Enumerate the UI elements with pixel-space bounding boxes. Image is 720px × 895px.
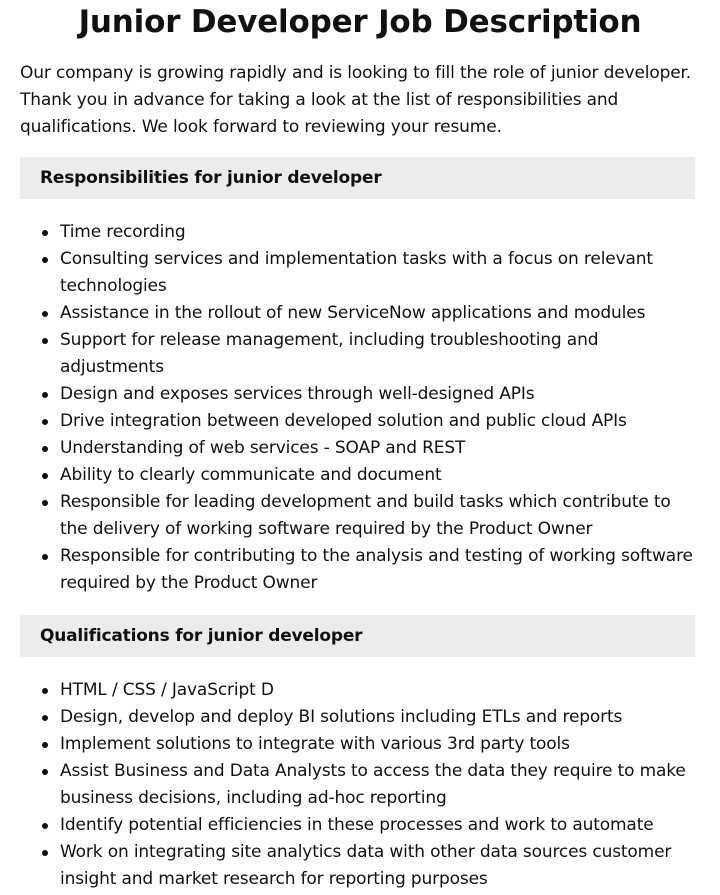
list-item: Ability to clearly communicate and document [60,462,695,489]
list-item: Time recording [60,219,695,246]
list-item: Design and exposes services through well-designed APIs [60,381,695,408]
list-item: Responsible for leading development and build tasks which contribute to the delivery of working software required by the Product Owner [60,489,695,543]
responsibilities-heading: Responsibilities for junior developer [20,157,695,199]
page-title: Junior Developer Job Description [78,4,642,40]
list-item: Design, develop and deploy BI solutions including ETLs and reports [60,704,695,731]
list-item: Assist Business and Data Analysts to access the data they require to make business decisions, including ad-hoc reporting [60,758,695,812]
list-item: Responsible for contributing to the analysis and testing of working software required by the Product Owner [60,543,695,597]
list-item: Implement solutions to integrate with various 3rd party tools [60,731,695,758]
list-item: Drive integration between developed solution and public cloud APIs [60,408,695,435]
list-item: HTML / CSS / JavaScript D [60,677,695,704]
list-item: Identify potential efficiencies in these processes and work to automate [60,812,695,839]
intro-paragraph: Our company is growing rapidly and is looking to fill the role of junior developer. Thank you in advance for taking a look at the list of responsibilities and qualifications. We look forward to reviewing your resume. [20,63,692,137]
list-item: Support for release management, including troubleshooting and adjustments [60,327,695,381]
responsibilities-list [20,219,695,597]
list-item: Consulting services and implementation tasks with a focus on relevant technologies [60,246,695,300]
qualifications-heading: Qualifications for junior developer [20,615,695,657]
qualifications-list [20,677,695,893]
list-item: Work on integrating site analytics data with other data sources customer insight and market research for reporting purposes [60,839,695,893]
list-item: Understanding of web services - SOAP and REST [60,435,695,462]
list-item: Assistance in the rollout of new ServiceNow applications and modules [60,300,695,327]
